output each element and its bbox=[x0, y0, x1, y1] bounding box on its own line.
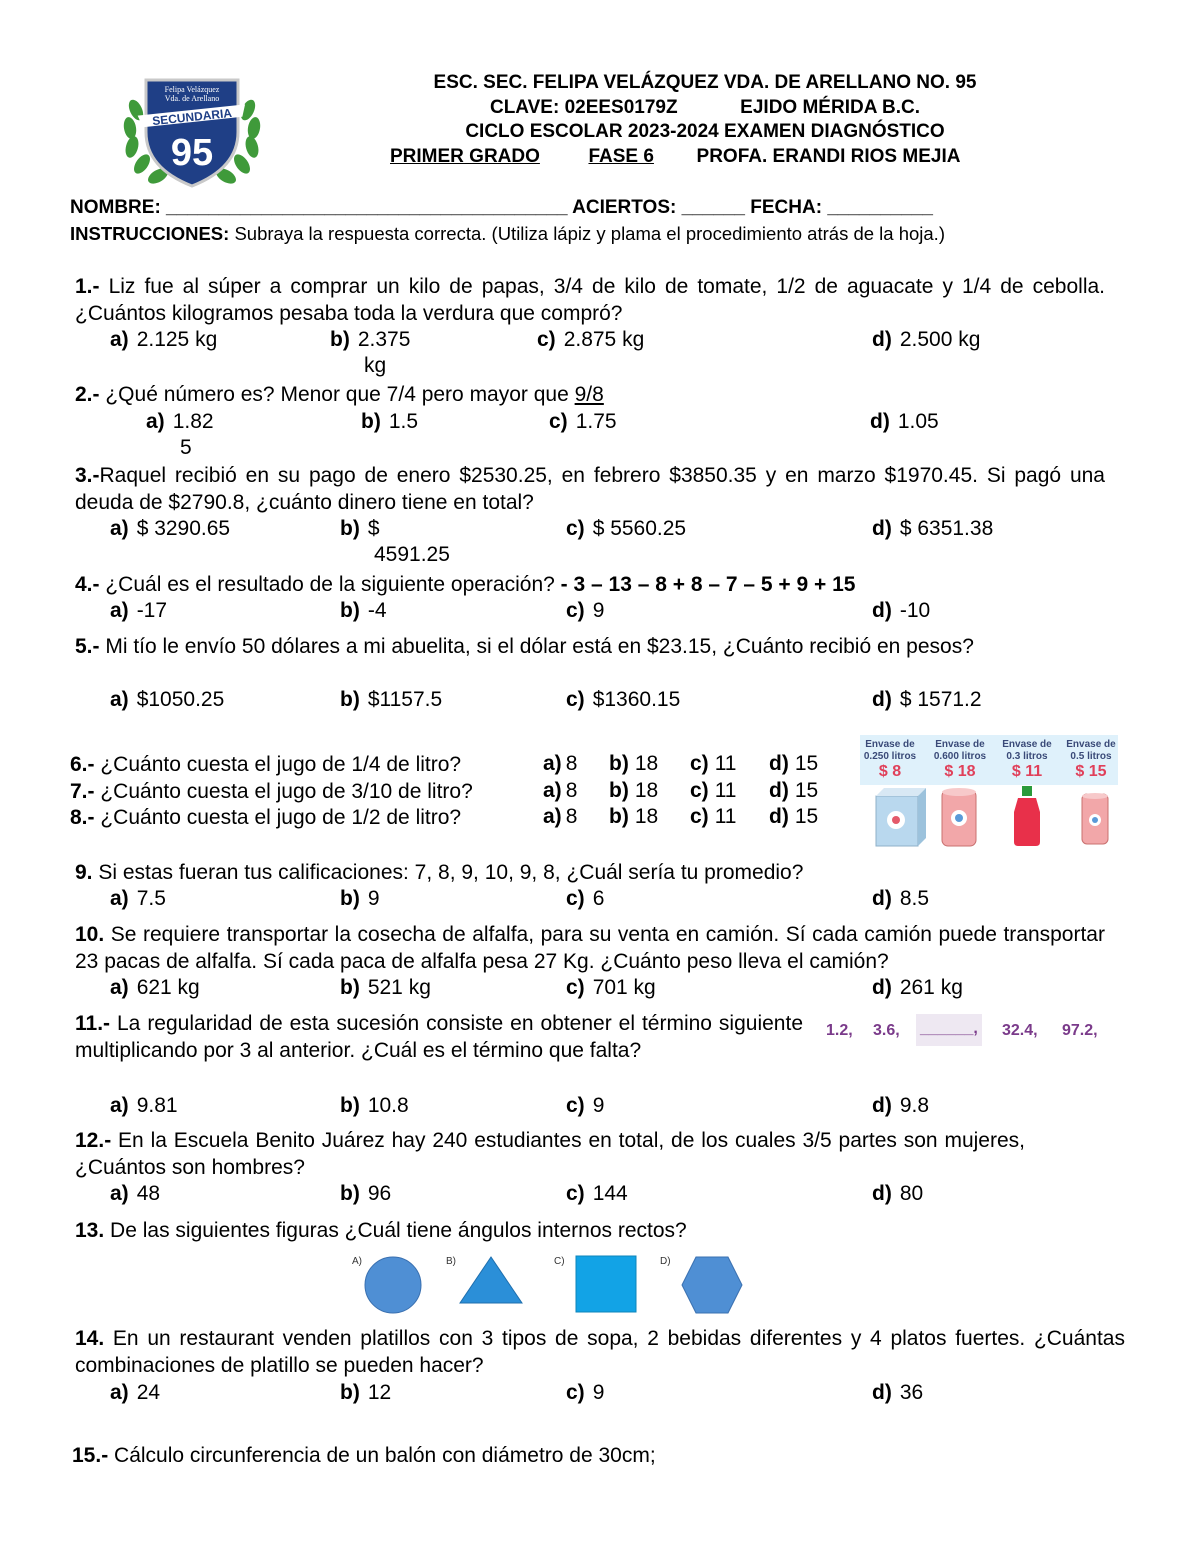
option-letter: d) bbox=[872, 1381, 892, 1404]
option-letter: a) bbox=[110, 887, 129, 910]
option-letter: a) bbox=[110, 1094, 129, 1117]
juice-price: $ 18 bbox=[944, 763, 976, 780]
option-letter: d) bbox=[872, 328, 892, 351]
q6-option-c[interactable] bbox=[690, 751, 737, 777]
sequence-term-4: 32.4, bbox=[1002, 1022, 1038, 1039]
q14-option-a[interactable] bbox=[110, 1380, 160, 1406]
option-letter: c) bbox=[566, 976, 585, 999]
q9-option-c[interactable] bbox=[566, 886, 604, 912]
option-letter: a) bbox=[110, 517, 129, 540]
q7-option-c[interactable] bbox=[690, 778, 737, 804]
option-letter: b) bbox=[340, 688, 360, 711]
question-number: 14. bbox=[75, 1327, 105, 1350]
option-letter: d) bbox=[872, 688, 892, 711]
location: EJIDO MÉRIDA B.C. bbox=[740, 97, 920, 118]
option-text: 9.8 bbox=[899, 1094, 930, 1117]
q10-option-d[interactable] bbox=[872, 975, 963, 1001]
option-text: 11 bbox=[714, 779, 737, 802]
sequence-term-2: 3.6, bbox=[873, 1022, 900, 1039]
q14-option-b[interactable] bbox=[340, 1380, 391, 1406]
option-letter: c) bbox=[537, 328, 556, 351]
option-letter: b) bbox=[340, 1381, 360, 1404]
option-letter: c) bbox=[566, 887, 585, 910]
question-text: ¿Cuál es el resultado de la siguiente operación? bbox=[105, 573, 561, 596]
q6-option-d[interactable] bbox=[769, 751, 818, 777]
question-number: 5.- bbox=[75, 635, 100, 658]
option-letter: b) bbox=[340, 599, 360, 622]
option-text: 8 bbox=[565, 779, 578, 802]
q9-option-b[interactable] bbox=[340, 886, 380, 912]
question-number: 15.- bbox=[72, 1444, 109, 1467]
option-text: $1360.15 bbox=[592, 688, 681, 711]
sequence-blank: ______, bbox=[920, 1020, 978, 1037]
instructions bbox=[70, 223, 945, 245]
question-2 bbox=[75, 381, 604, 408]
option-letter: d) bbox=[870, 410, 890, 433]
question-number: 13. bbox=[75, 1219, 105, 1242]
option-letter: c) bbox=[690, 752, 709, 775]
option-letter: a) bbox=[110, 688, 129, 711]
question-number: 11.- bbox=[75, 1012, 111, 1035]
q11-option-d[interactable] bbox=[872, 1093, 929, 1119]
juice-can-large-icon bbox=[942, 788, 976, 846]
shape-label-d: D) bbox=[660, 1256, 671, 1267]
school-name: ESC. SEC. FELIPA VELÁZQUEZ VDA. DE ARELLANO NO. 95 bbox=[433, 72, 977, 93]
question-text: ¿Cuánto cuesta el jugo de 3/10 de litro? bbox=[100, 780, 473, 803]
q5-option-d[interactable] bbox=[872, 687, 982, 713]
option-text: 18 bbox=[634, 779, 659, 802]
juice-bottle-icon bbox=[1014, 786, 1040, 846]
juice-price: $ 15 bbox=[1075, 763, 1107, 780]
option-letter: a) bbox=[110, 1381, 129, 1404]
option-text: 2.500 kg bbox=[899, 328, 981, 351]
question-3 bbox=[75, 462, 1105, 516]
option-letter: b) bbox=[609, 779, 629, 802]
option-letter: d) bbox=[872, 1094, 892, 1117]
q12-option-b[interactable] bbox=[340, 1181, 391, 1207]
shape-label-b: B) bbox=[446, 1256, 456, 1267]
phase: FASE 6 bbox=[588, 146, 654, 167]
option-text: 7.5 bbox=[136, 887, 166, 910]
q12-option-c[interactable] bbox=[566, 1181, 628, 1207]
option-text-cont: 4591.25 bbox=[374, 543, 450, 566]
question-4 bbox=[75, 571, 855, 598]
question-text: De las siguientes figuras ¿Cuál tiene ángulos internos rectos? bbox=[110, 1219, 687, 1242]
option-text: 9 bbox=[592, 1094, 605, 1117]
option-letter: d) bbox=[769, 779, 789, 802]
question-number: 3.- bbox=[75, 464, 100, 487]
option-text: $1050.25 bbox=[136, 688, 225, 711]
cycle-line: CICLO ESCOLAR 2023-2024 EXAMEN DIAGNÓSTICO bbox=[465, 121, 945, 142]
option-letter: c) bbox=[566, 1094, 585, 1117]
juice-label-1 bbox=[860, 739, 920, 781]
option-text: 9 bbox=[592, 1381, 605, 1404]
option-letter: c) bbox=[566, 517, 585, 540]
q1-option-a[interactable] bbox=[110, 327, 217, 353]
option-text: -17 bbox=[136, 599, 168, 622]
sequence-term-5: 97.2, bbox=[1062, 1022, 1098, 1039]
q3-option-c[interactable] bbox=[566, 516, 686, 542]
option-letter: d) bbox=[769, 805, 789, 828]
juice-volume: 0.3 litros bbox=[1006, 751, 1048, 762]
option-letter: c) bbox=[566, 599, 585, 622]
option-letter: c) bbox=[566, 1381, 585, 1404]
logo-banner: SECUNDARIA bbox=[151, 105, 233, 129]
option-letter: b) bbox=[340, 1094, 360, 1117]
option-text: 9 bbox=[367, 887, 380, 910]
q14-option-d[interactable] bbox=[872, 1380, 923, 1406]
question-12 bbox=[75, 1127, 1025, 1181]
q12-option-d[interactable] bbox=[872, 1181, 923, 1207]
clave-line bbox=[360, 97, 1050, 119]
option-letter: b) bbox=[340, 976, 360, 999]
q5-option-a[interactable] bbox=[110, 687, 224, 713]
question-7 bbox=[70, 778, 473, 805]
teacher: PROFA. ERANDI RIOS MEJIA bbox=[696, 146, 961, 167]
q1-option-d[interactable] bbox=[872, 327, 980, 353]
q7-option-b[interactable] bbox=[609, 778, 658, 804]
question-number: 4.- bbox=[75, 573, 100, 596]
option-text: 2.875 kg bbox=[563, 328, 645, 351]
option-letter: a) bbox=[110, 1182, 129, 1205]
option-text: -4 bbox=[367, 599, 387, 622]
option-text: 96 bbox=[367, 1182, 392, 1205]
question-13 bbox=[75, 1217, 687, 1244]
option-text: 1.5 bbox=[388, 410, 419, 433]
question-number: 7.- bbox=[70, 780, 95, 803]
option-text: 9 bbox=[592, 599, 605, 622]
option-text: 8 bbox=[565, 752, 578, 775]
logo-text-line2: Vda. de Arellano bbox=[164, 94, 220, 103]
option-text-cont: kg bbox=[364, 354, 387, 377]
option-letter: d) bbox=[872, 599, 892, 622]
q3-option-d[interactable] bbox=[872, 516, 993, 542]
juice-price: $ 8 bbox=[878, 763, 902, 780]
option-text: 8 bbox=[565, 805, 578, 828]
q14-option-c[interactable] bbox=[566, 1380, 604, 1406]
q3-option-b[interactable] bbox=[340, 516, 450, 568]
option-letter: a) bbox=[110, 599, 129, 622]
q2-option-c[interactable] bbox=[549, 409, 617, 435]
question-text: La regularidad de esta sucesión consiste en obtener el término siguiente multiplicando por 3 al anterior. ¿Cuál es el término que falta? bbox=[75, 1012, 803, 1062]
option-letter: c) bbox=[566, 688, 585, 711]
juice-label-4 bbox=[1062, 739, 1120, 781]
q1-option-c[interactable] bbox=[537, 327, 644, 353]
juice-volume: 0.5 litros bbox=[1070, 751, 1112, 762]
juice-volume: 0.250 litros bbox=[863, 751, 917, 762]
option-letter: c) bbox=[690, 805, 709, 828]
option-text: 521 kg bbox=[367, 976, 431, 999]
question-text: Si estas fueran tus calificaciones: 7, 8, 9, 10, 9, 8, ¿Cuál sería tu promedio? bbox=[98, 861, 804, 884]
option-text: 8.5 bbox=[899, 887, 930, 910]
option-text: 24 bbox=[136, 1381, 161, 1404]
q6-option-a[interactable] bbox=[543, 751, 577, 777]
option-text: 10.8 bbox=[367, 1094, 409, 1117]
option-letter: a) bbox=[543, 752, 562, 775]
question-number: 12.- bbox=[75, 1129, 112, 1152]
question-text: Raquel recibió en su pago de enero $2530.25, en febrero $3850.35 y en marzo $1970.45. Si pagó una deuda de $2790.8, ¿cuánto dinero tiene en total? bbox=[75, 464, 1105, 514]
option-text: 6 bbox=[592, 887, 605, 910]
q9-option-d[interactable] bbox=[872, 886, 929, 912]
q2-option-a[interactable] bbox=[146, 409, 214, 461]
triangle-shape[interactable] bbox=[460, 1257, 522, 1303]
question-operation: - 3 – 13 – 8 + 8 – 7 – 5 + 9 + 15 bbox=[560, 573, 856, 596]
option-text: 15 bbox=[794, 805, 819, 828]
q12-option-a[interactable] bbox=[110, 1181, 160, 1207]
q11-option-c[interactable] bbox=[566, 1093, 604, 1119]
clave: CLAVE: 02EES0179Z bbox=[489, 97, 678, 118]
q3-option-a[interactable] bbox=[110, 516, 230, 542]
option-text: 15 bbox=[794, 752, 819, 775]
option-letter: a) bbox=[543, 805, 562, 828]
juice-label-3 bbox=[998, 739, 1056, 781]
q6-option-b[interactable] bbox=[609, 751, 658, 777]
question-11 bbox=[75, 1010, 803, 1064]
q8-option-d[interactable] bbox=[769, 804, 818, 830]
option-text: 80 bbox=[899, 1182, 924, 1205]
option-letter: c) bbox=[566, 1182, 585, 1205]
instructions-text: Subraya la respuesta correcta. (Utiliza lápiz y plama el procedimiento atrás de la hoja.) bbox=[234, 223, 945, 244]
juice-container-label: Envase de bbox=[935, 739, 985, 750]
q7-option-d[interactable] bbox=[769, 778, 818, 804]
question-10 bbox=[75, 921, 1105, 975]
circle-shape[interactable] bbox=[365, 1257, 421, 1313]
option-text: 48 bbox=[136, 1182, 161, 1205]
question-14 bbox=[75, 1325, 1125, 1379]
question-1 bbox=[75, 273, 1105, 327]
juice-volume: 0.600 litros bbox=[933, 751, 987, 762]
question-text: En un restaurant venden platillos con 3 tipos de sopa, 2 bebidas diferentes y 4 platos fuertes. ¿Cuántas combinaciones de platillo se pueden hacer? bbox=[75, 1327, 1125, 1377]
q1-option-b[interactable] bbox=[330, 327, 410, 379]
question-text: En la Escuela Benito Juárez hay 240 estudiantes en total, de los cuales 3/5 partes son mujeres, ¿Cuántos son hombres? bbox=[75, 1129, 1025, 1179]
option-text: 1.82 bbox=[172, 410, 214, 433]
option-text: 18 bbox=[634, 805, 659, 828]
logo-text-line1: Felipa Velázquez bbox=[164, 85, 220, 94]
juice-can-small-icon bbox=[1082, 793, 1108, 844]
q8-option-a[interactable] bbox=[543, 804, 577, 830]
instructions-label: INSTRUCCIONES: bbox=[70, 223, 230, 244]
hexagon-shape[interactable] bbox=[682, 1257, 742, 1313]
option-text: 9.81 bbox=[136, 1094, 178, 1117]
option-letter: d) bbox=[872, 517, 892, 540]
option-letter: a) bbox=[110, 976, 129, 999]
option-letter: b) bbox=[609, 805, 629, 828]
juice-price: $ 11 bbox=[1011, 763, 1043, 780]
grade: PRIMER GRADO bbox=[390, 146, 540, 167]
option-text: 36 bbox=[899, 1381, 924, 1404]
option-text: 11 bbox=[714, 752, 737, 775]
option-letter: d) bbox=[872, 887, 892, 910]
q5-option-b[interactable] bbox=[340, 687, 442, 713]
option-letter: a) bbox=[110, 328, 129, 351]
option-text: $ 5560.25 bbox=[592, 517, 687, 540]
q2-option-b[interactable] bbox=[361, 409, 418, 435]
option-text: 15 bbox=[794, 779, 819, 802]
question-text: ¿Qué número es? Menor que 7/4 pero mayor que bbox=[105, 383, 575, 406]
option-text: 701 kg bbox=[592, 976, 656, 999]
q10-option-c[interactable] bbox=[566, 975, 656, 1001]
option-text: 1.05 bbox=[897, 410, 939, 433]
q5-option-c[interactable] bbox=[566, 687, 680, 713]
school-logo bbox=[118, 70, 266, 190]
option-letter: b) bbox=[340, 887, 360, 910]
option-letter: c) bbox=[549, 410, 568, 433]
option-text: 2.375 bbox=[357, 328, 411, 351]
question-6 bbox=[70, 751, 461, 778]
juice-container-label: Envase de bbox=[1002, 739, 1052, 750]
option-text: 18 bbox=[634, 752, 659, 775]
q2-option-d[interactable] bbox=[870, 409, 939, 435]
q11-option-b[interactable] bbox=[340, 1093, 409, 1119]
question-9 bbox=[75, 859, 803, 886]
juice-containers-illustration bbox=[862, 786, 1120, 850]
question-5 bbox=[75, 633, 1105, 660]
question-text: Se requiere transportar la cosecha de alfalfa, para su venta en camión. Sí cada camión puede transportar 23 pacas de alfalfa. Sí cada paca de alfalfa pesa 27 Kg. ¿Cuánto peso lleva el camión? bbox=[75, 923, 1105, 973]
option-text: $1157.5 bbox=[367, 688, 443, 711]
juice-box-icon bbox=[876, 788, 926, 846]
q4-option-b[interactable] bbox=[340, 598, 387, 624]
square-shape[interactable] bbox=[576, 1256, 636, 1312]
q4-option-a[interactable] bbox=[110, 598, 167, 624]
q11-option-a[interactable] bbox=[110, 1093, 178, 1119]
option-letter: b) bbox=[340, 517, 360, 540]
q10-option-a[interactable] bbox=[110, 975, 200, 1001]
question-number: 6.- bbox=[70, 753, 95, 776]
question-number: 2.- bbox=[75, 383, 100, 406]
option-text: 261 kg bbox=[899, 976, 963, 999]
question-8 bbox=[70, 804, 461, 831]
question-15 bbox=[72, 1442, 656, 1469]
option-text: -10 bbox=[899, 599, 931, 622]
option-text: 2.125 kg bbox=[136, 328, 218, 351]
question-number: 9. bbox=[75, 861, 93, 884]
question-text: Mi tío le envío 50 dólares a mi abuelita, si el dólar está en $23.15, ¿Cuánto recibió en pesos? bbox=[105, 635, 974, 658]
juice-container-label: Envase de bbox=[865, 739, 915, 750]
q10-option-b[interactable] bbox=[340, 975, 431, 1001]
logo-number: 95 bbox=[170, 132, 214, 174]
question-number: 10. bbox=[75, 923, 105, 946]
student-info-line: NOMBRE: ______________________________________ ACIERTOS: ______ FECHA: __________ bbox=[70, 197, 933, 218]
option-letter: b) bbox=[361, 410, 381, 433]
option-letter: b) bbox=[330, 328, 350, 351]
question-text: Cálculo circunferencia de un balón con diámetro de 30cm; bbox=[114, 1444, 656, 1467]
grade-line bbox=[390, 146, 960, 168]
option-letter: c) bbox=[690, 779, 709, 802]
option-text: $ 1571.2 bbox=[899, 688, 982, 711]
option-letter: a) bbox=[146, 410, 165, 433]
q4-option-c[interactable] bbox=[566, 598, 604, 624]
juice-container-label: Envase de bbox=[1066, 739, 1116, 750]
option-text: 144 bbox=[592, 1182, 628, 1205]
option-text: $ 3290.65 bbox=[136, 517, 231, 540]
school-logo-shield bbox=[118, 70, 266, 190]
shape-label-a: A) bbox=[352, 1256, 362, 1267]
question-fraction: 9/8 bbox=[574, 383, 604, 406]
q7-option-a[interactable] bbox=[543, 778, 577, 804]
option-letter: d) bbox=[769, 752, 789, 775]
q8-option-c[interactable] bbox=[690, 804, 737, 830]
option-text: 1.75 bbox=[575, 410, 617, 433]
q8-option-b[interactable] bbox=[609, 804, 658, 830]
option-text: 12 bbox=[367, 1381, 392, 1404]
option-letter: d) bbox=[872, 976, 892, 999]
option-text-cont: 5 bbox=[180, 436, 192, 459]
option-text: 11 bbox=[714, 805, 737, 828]
question-number: 1.- bbox=[75, 275, 100, 298]
question-text: ¿Cuánto cuesta el jugo de 1/2 de litro? bbox=[100, 806, 462, 829]
question-text: Liz fue al súper a comprar un kilo de papas, 3/4 de kilo de tomate, 1/2 de aguacate y 1/4 de cebolla. ¿Cuántos kilogramos pesaba toda la verdura que compró? bbox=[75, 275, 1105, 325]
sequence-term-1: 1.2, bbox=[826, 1022, 853, 1039]
option-text: 621 kg bbox=[136, 976, 200, 999]
option-text: $ bbox=[367, 517, 380, 540]
question-text: ¿Cuánto cuesta el jugo de 1/4 de litro? bbox=[100, 753, 462, 776]
option-letter: b) bbox=[340, 1182, 360, 1205]
option-letter: a) bbox=[543, 779, 562, 802]
option-text: $ 6351.38 bbox=[899, 517, 994, 540]
option-letter: b) bbox=[609, 752, 629, 775]
shapes-figure bbox=[350, 1252, 750, 1316]
q9-option-a[interactable] bbox=[110, 886, 166, 912]
shape-label-c: C) bbox=[554, 1256, 565, 1267]
question-number: 8.- bbox=[70, 806, 95, 829]
option-letter: d) bbox=[872, 1182, 892, 1205]
q4-option-d[interactable] bbox=[872, 598, 930, 624]
juice-label-2 bbox=[928, 739, 992, 781]
